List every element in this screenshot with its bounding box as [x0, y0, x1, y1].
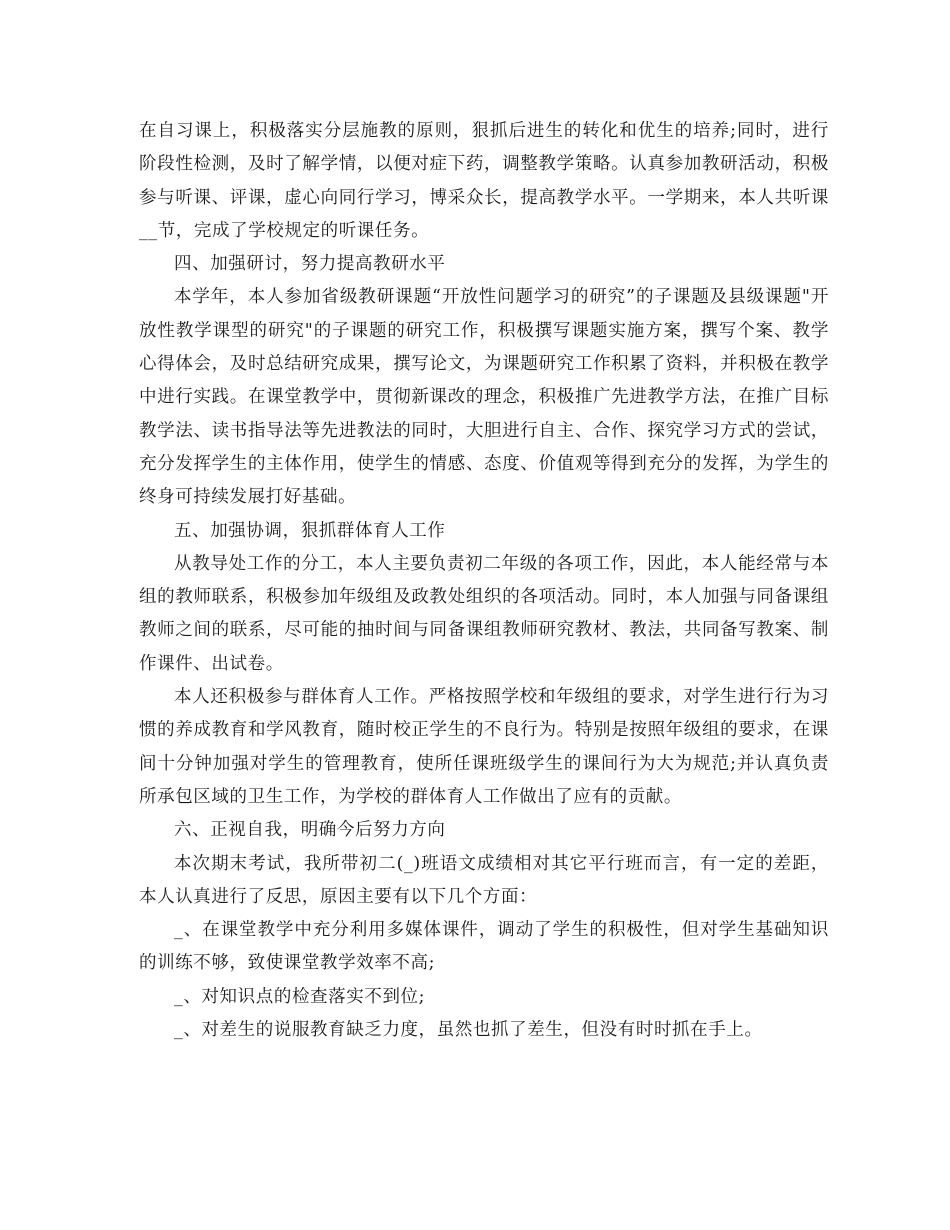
section-heading-research: 四、加强研讨，努力提高教研水平: [174, 254, 446, 275]
section-heading-coordination: 五、加强协调，狠抓群体育人工作: [174, 520, 446, 541]
paragraph-group-education: 本人还积极参与群体育人工作。严格按照学校和年级组的要求，对学生进行行为习惯的养成教育和学风教育，随时校正学生的不良行为。特别是按照年级组的要求，在课间十分钟加强对学生的管理教育，使所任课班级学生的课间行为大为规范;并认真负责所承包区域的卫生工作，为学校的群体育人工作做出了应有的贡献。: [139, 687, 829, 807]
list-item-reason-3: _、对差生的说服教育缺乏力度，虽然也抓了差生，但没有时时抓在手上。: [174, 1020, 763, 1041]
section-heading-self-review: 六、正视自我，明确今后努力方向: [174, 820, 446, 841]
paragraph-research-work: 本学年，本人参加省级教研课题“开放性问题学习的研究”的子课题及县级课题"开放性教学课型的研究"的子课题的研究工作，积极撰写课题实施方案，撰写个案、教学心得体会，及时总结研究成果，撰写论文，为课题研究工作积累了资料，并积极在教学中进行实践。在课堂教学中，贯彻新课改的理念，积极推广先进教学方法，在推广目标教学法、读书指导法等先进教法的同时，大胆进行自主、合作、探究学习方式的尝试，充分发挥学生的主体作用，使学生的情感、态度、价值观等得到充分的发挥，为学生的终身可持续发展打好基础。: [139, 287, 829, 508]
document-body: [139, 115, 829, 1047]
paragraph-self-study-and-lesson-observation: 在自习课上，积极落实分层施教的原则，狠抓后进生的转化和优生的培养;同时，进行阶段性检测，及时了解学情，以便对症下药，调整教学策略。认真参加教研活动，积极参与听课、评课，虚心向同行学习，博采众长，提高教学水平。一学期来，本人共听课__节，完成了学校规定的听课任务。: [139, 121, 829, 241]
list-item-reason-2: _、对知识点的检查落实不到位;: [174, 986, 426, 1007]
list-item-reason-1: _、在课堂教学中充分利用多媒体课件，调动了学生的积极性，但对学生基础知识的训练不够，致使课堂教学效率不高;: [139, 920, 829, 974]
paragraph-exam-reflection: 本次期末考试，我所带初二(_)班语文成绩相对其它平行班而言，有一定的差距，本人认真进行了反思，原因主要有以下几个方面：: [139, 853, 829, 907]
paragraph-grade-coordination: 从教导处工作的分工，本人主要负责初二年级的各项工作，因此，本人能经常与本组的教师联系，积极参加年级组及政教处组织的各项活动。同时，本人加强与同备课组教师之间的联系，尽可能的抽时间与同备课组教师研究教材、教法，共同备写教案、制作课件、出试卷。: [139, 553, 829, 674]
